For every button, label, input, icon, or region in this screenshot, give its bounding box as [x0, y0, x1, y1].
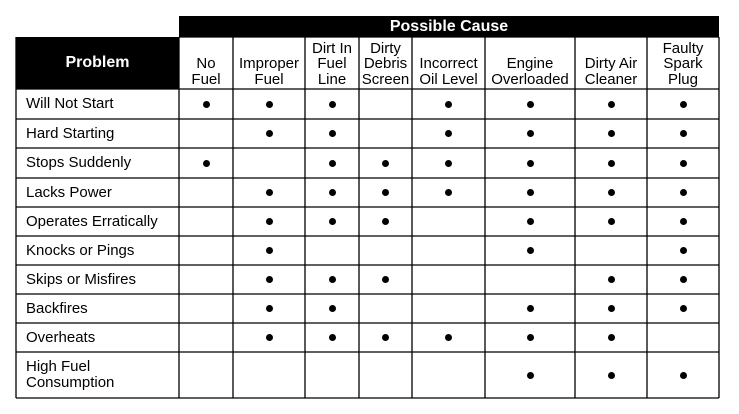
cause-header: Dirty Debris Screen — [361, 39, 410, 88]
cause-mark-dot — [608, 160, 615, 167]
cause-mark-dot — [527, 305, 534, 312]
cause-mark-dot — [527, 247, 534, 254]
cause-mark-dot — [266, 305, 273, 312]
cause-mark-dot — [608, 334, 615, 341]
cause-mark-dot — [382, 160, 389, 167]
cause-mark-dot — [382, 189, 389, 196]
cause-mark-dot — [608, 305, 615, 312]
cause-header: Dirt In Fuel Line — [311, 39, 352, 88]
problem-label: Knocks or Pings — [26, 241, 135, 259]
cause-mark-dot — [445, 130, 452, 137]
cause-mark-dot — [329, 276, 336, 283]
cause-mark-dot — [680, 276, 687, 283]
cause-mark-dot — [527, 218, 534, 225]
cause-header: Faulty Spark Plug — [662, 39, 704, 88]
problem-label: Lacks Power — [26, 183, 112, 201]
cause-mark-dot — [329, 160, 336, 167]
cause-mark-dot — [445, 101, 452, 108]
cause-mark-dot — [203, 101, 210, 108]
cause-mark-dot — [527, 334, 534, 341]
cause-mark-dot — [203, 160, 210, 167]
cause-mark-dot — [329, 305, 336, 312]
cause-mark-dot — [680, 130, 687, 137]
cause-mark-dot — [608, 101, 615, 108]
cause-mark-dot — [266, 218, 273, 225]
problem-label: Operates Erratically — [26, 212, 158, 230]
cause-header: Dirty Air Cleaner — [584, 55, 638, 88]
cause-header: Engine Overloaded — [491, 55, 569, 88]
cause-mark-dot — [329, 101, 336, 108]
cause-mark-dot — [382, 334, 389, 341]
cause-mark-dot — [382, 276, 389, 283]
cause-mark-dot — [527, 372, 534, 379]
possible-cause-header: Possible Cause — [389, 18, 509, 35]
cause-mark-dot — [266, 334, 273, 341]
cause-mark-dot — [608, 130, 615, 137]
cause-mark-dot — [266, 189, 273, 196]
problem-label: High Fuel Consumption — [26, 358, 115, 391]
cause-mark-dot — [680, 218, 687, 225]
cause-mark-dot — [680, 372, 687, 379]
cause-mark-dot — [680, 189, 687, 196]
cause-mark-dot — [329, 334, 336, 341]
cause-mark-dot — [329, 218, 336, 225]
cause-mark-dot — [329, 189, 336, 196]
cause-mark-dot — [266, 101, 273, 108]
cause-header: No Fuel — [191, 55, 221, 88]
cause-mark-dot — [608, 189, 615, 196]
cause-mark-dot — [329, 130, 336, 137]
problem-label: Skips or Misfires — [26, 270, 137, 288]
problem-label: Will Not Start — [26, 95, 114, 112]
cause-mark-dot — [527, 189, 534, 196]
cause-mark-dot — [608, 276, 615, 283]
cause-mark-dot — [680, 247, 687, 254]
cause-mark-dot — [382, 218, 389, 225]
cause-mark-dot — [527, 160, 534, 167]
problem-label: Stops Suddenly — [26, 154, 132, 171]
cause-mark-dot — [445, 334, 452, 341]
cause-mark-dot — [445, 160, 452, 167]
cause-mark-dot — [266, 276, 273, 283]
cause-mark-dot — [445, 189, 452, 196]
cause-mark-dot — [266, 247, 273, 254]
cause-mark-dot — [680, 101, 687, 108]
cause-header: Improper Fuel — [238, 55, 300, 88]
cause-mark-dot — [680, 305, 687, 312]
cause-mark-dot — [680, 160, 687, 167]
problem-label: Overheats — [26, 328, 96, 346]
cause-mark-dot — [608, 218, 615, 225]
cause-mark-dot — [527, 130, 534, 137]
problem-column-header: Problem — [16, 37, 179, 89]
cause-header: Incorrect Oil Level — [419, 55, 478, 88]
cause-mark-dot — [608, 372, 615, 379]
cause-mark-dot — [266, 130, 273, 137]
cause-mark-dot — [527, 101, 534, 108]
problem-label: Backfires — [26, 299, 88, 317]
problem-label: Hard Starting — [26, 124, 115, 142]
